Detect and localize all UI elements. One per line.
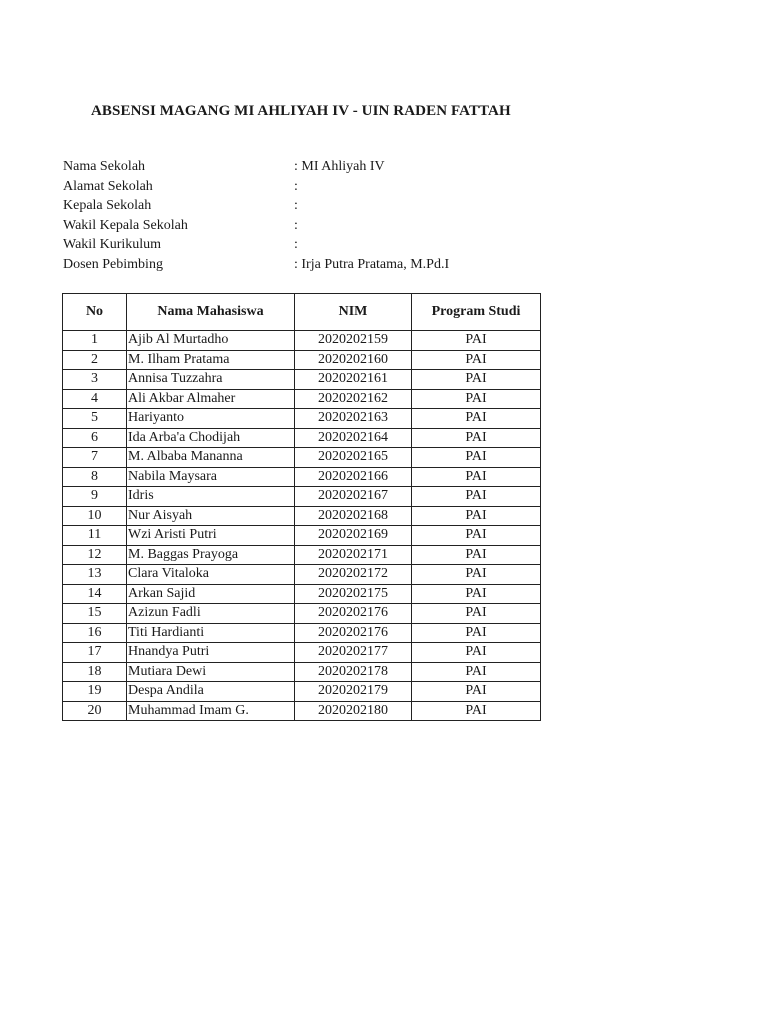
cell-program: PAI: [412, 526, 541, 546]
cell-no: 12: [63, 545, 127, 565]
cell-name: Arkan Sajid: [127, 584, 295, 604]
info-label: Wakil Kepala Sekolah: [63, 217, 188, 233]
cell-nim: 2020202176: [295, 623, 412, 643]
cell-nim: 2020202162: [295, 389, 412, 409]
cell-nim: 2020202167: [295, 487, 412, 507]
cell-program: PAI: [412, 545, 541, 565]
cell-no: 3: [63, 370, 127, 390]
cell-program: PAI: [412, 565, 541, 585]
cell-nim: 2020202160: [295, 350, 412, 370]
cell-nim: 2020202164: [295, 428, 412, 448]
cell-no: 10: [63, 506, 127, 526]
cell-nim: 2020202166: [295, 467, 412, 487]
cell-program: PAI: [412, 682, 541, 702]
info-value: :: [294, 237, 298, 252]
table-row: [63, 448, 541, 468]
cell-program: PAI: [412, 448, 541, 468]
table-row: [63, 506, 541, 526]
cell-nim: 2020202165: [295, 448, 412, 468]
info-value: :: [294, 217, 298, 233]
cell-no: 8: [63, 467, 127, 487]
cell-no: 4: [63, 389, 127, 409]
cell-name: M. Baggas Prayoga: [127, 545, 295, 565]
cell-program: PAI: [412, 584, 541, 604]
cell-program: PAI: [412, 623, 541, 643]
cell-no: 19: [63, 682, 127, 702]
header-name: Nama Mahasiswa: [127, 294, 295, 331]
info-label: Nama Sekolah: [63, 159, 146, 174]
cell-name: Mutiara Dewi: [127, 662, 295, 682]
cell-nim: 2020202178: [295, 662, 412, 682]
cell-no: 14: [63, 584, 127, 604]
cell-nim: 2020202168: [295, 506, 412, 526]
table-row: [63, 545, 541, 565]
cell-nim: 2020202172: [295, 565, 412, 585]
info-label: Wakil Kurikulum: [63, 237, 162, 252]
cell-program: PAI: [412, 643, 541, 663]
cell-program: PAI: [412, 389, 541, 409]
cell-program: PAI: [412, 662, 541, 682]
cell-no: 16: [63, 623, 127, 643]
cell-name: Idris: [127, 487, 295, 507]
table-row: [63, 487, 541, 507]
table-row: [63, 662, 541, 682]
cell-no: 18: [63, 662, 127, 682]
info-label: Alamat Sekolah: [63, 178, 153, 194]
cell-nim: 2020202163: [295, 409, 412, 429]
info-value: :: [294, 178, 298, 194]
table-row: [63, 350, 541, 370]
table-row: [63, 370, 541, 390]
cell-name: Muhammad Imam G.: [127, 701, 295, 721]
info-label: Dosen Pebimbing: [63, 256, 163, 272]
cell-name: Hnandya Putri: [127, 643, 295, 663]
cell-no: 17: [63, 643, 127, 663]
cell-nim: 2020202159: [295, 331, 412, 351]
table-row: [63, 467, 541, 487]
attendance-table: [62, 293, 541, 721]
cell-no: 5: [63, 409, 127, 429]
cell-program: PAI: [412, 409, 541, 429]
cell-no: 1: [63, 331, 127, 351]
cell-no: 2: [63, 350, 127, 370]
cell-name: Titi Hardianti: [127, 623, 295, 643]
table-row: [63, 389, 541, 409]
header-nim: NIM: [295, 294, 412, 331]
cell-program: PAI: [412, 467, 541, 487]
info-value: : Irja Putra Pratama, M.Pd.I: [294, 256, 450, 272]
table-row: [63, 643, 541, 663]
cell-nim: 2020202176: [295, 604, 412, 624]
cell-no: 13: [63, 565, 127, 585]
cell-name: Clara Vitaloka: [127, 565, 295, 585]
table-row: [63, 701, 541, 721]
cell-name: M. Ilham Pratama: [127, 350, 295, 370]
cell-program: PAI: [412, 331, 541, 351]
cell-name: Despa Andila: [127, 682, 295, 702]
info-value: : MI Ahliyah IV: [294, 159, 385, 174]
cell-no: 15: [63, 604, 127, 624]
table-row: [63, 331, 541, 351]
cell-nim: 2020202175: [295, 584, 412, 604]
cell-program: PAI: [412, 487, 541, 507]
cell-name: Wzi Aristi Putri: [127, 526, 295, 546]
cell-no: 11: [63, 526, 127, 546]
cell-program: PAI: [412, 701, 541, 721]
cell-name: Azizun Fadli: [127, 604, 295, 624]
cell-name: Ida Arba'a Chodijah: [127, 428, 295, 448]
cell-name: Ajib Al Murtadho: [127, 331, 295, 351]
cell-nim: 2020202171: [295, 545, 412, 565]
cell-program: PAI: [412, 350, 541, 370]
table-row: [63, 682, 541, 702]
cell-name: Ali Akbar Almaher: [127, 389, 295, 409]
cell-name: Nur Aisyah: [127, 506, 295, 526]
cell-no: 9: [63, 487, 127, 507]
cell-program: PAI: [412, 370, 541, 390]
cell-program: PAI: [412, 604, 541, 624]
cell-program: PAI: [412, 428, 541, 448]
cell-nim: 2020202161: [295, 370, 412, 390]
cell-name: Annisa Tuzzahra: [127, 370, 295, 390]
cell-nim: 2020202177: [295, 643, 412, 663]
header-program: Program Studi: [412, 294, 541, 331]
info-label: Kepala Sekolah: [63, 198, 152, 213]
cell-nim: 2020202180: [295, 701, 412, 721]
table-row: [63, 584, 541, 604]
table-row: [63, 526, 541, 546]
document-title: ABSENSI MAGANG MI AHLIYAH IV - UIN RADEN FATTAH: [91, 103, 511, 119]
cell-name: M. Albaba Mananna: [127, 448, 295, 468]
cell-name: Hariyanto: [127, 409, 295, 429]
cell-nim: 2020202179: [295, 682, 412, 702]
cell-nim: 2020202169: [295, 526, 412, 546]
cell-no: 6: [63, 428, 127, 448]
table-row: [63, 428, 541, 448]
table-row: [63, 409, 541, 429]
table-row: [63, 565, 541, 585]
cell-program: PAI: [412, 506, 541, 526]
table-row: [63, 623, 541, 643]
table-row: [63, 604, 541, 624]
cell-no: 7: [63, 448, 127, 468]
cell-name: Nabila Maysara: [127, 467, 295, 487]
table-header-row: [63, 294, 541, 331]
info-value: :: [294, 198, 298, 213]
header-no: No: [63, 294, 127, 331]
cell-no: 20: [63, 701, 127, 721]
